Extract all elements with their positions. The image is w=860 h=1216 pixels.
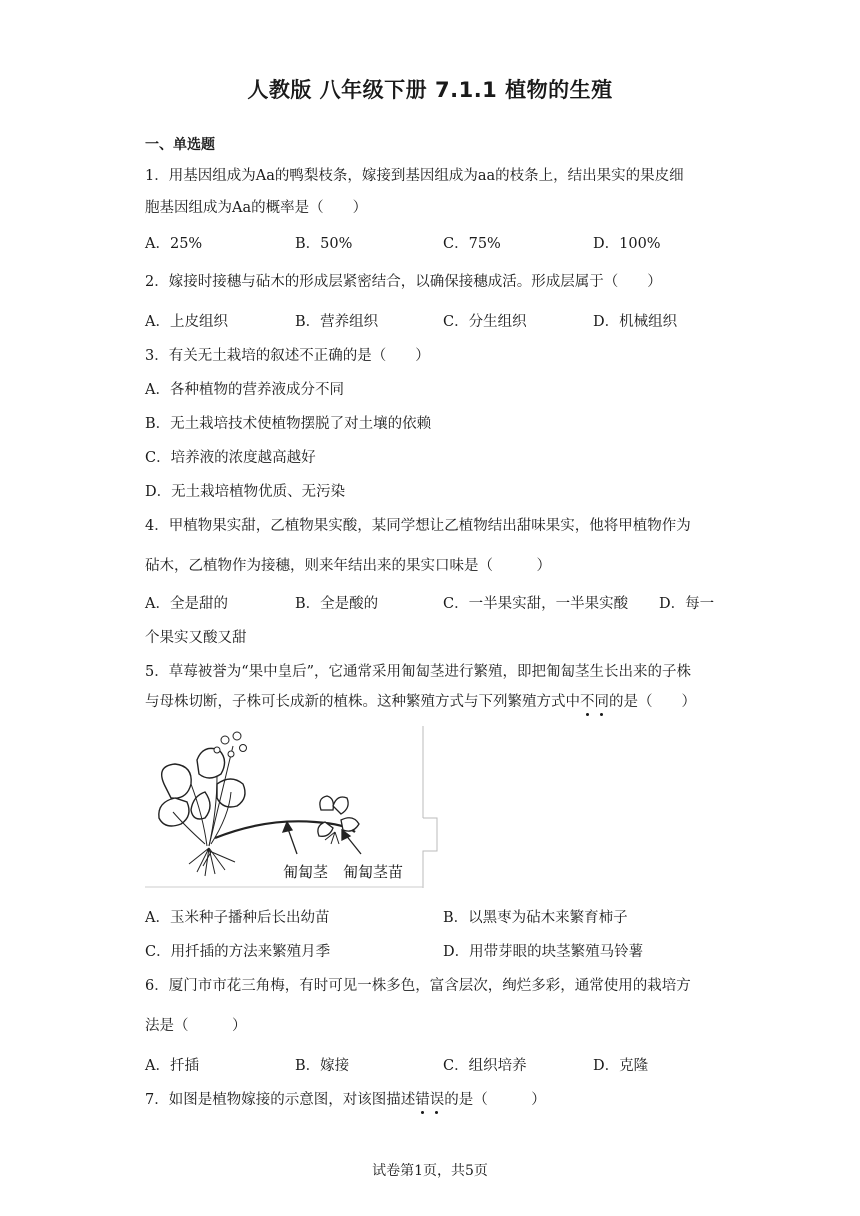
q6-option-a[interactable]: A．扦插 — [145, 1058, 199, 1074]
q2-option-a[interactable]: A．上皮组织 — [145, 314, 228, 330]
q6-stem-line2: 法是（ ） — [145, 1018, 247, 1034]
strawberry-runner-figure — [145, 726, 440, 888]
q2-stem-line1: 2．嫁接时接穗与砧木的形成层紧密结合，以确保接穗成活。形成层属于（ ） — [145, 274, 662, 290]
emphasis-char: 不 — [580, 694, 595, 710]
q4-option-c[interactable]: C．一半果实甜，一半果实酸 — [443, 596, 629, 612]
q1-option-d[interactable]: D．100% — [593, 236, 661, 252]
section-heading: 一、单选题 — [145, 137, 215, 153]
q2-option-c[interactable]: C．分生组织 — [443, 314, 527, 330]
q3-option-d[interactable]: D．无土栽培植物优质、无污染 — [145, 484, 346, 500]
q1-stem-line1: 1．用基因组成为Aa的鸭梨枝条，嫁接到基因组成为aa的枝条上，结出果实的果皮细 — [145, 168, 684, 184]
figure-label-runner: 匍匐茎 — [283, 863, 329, 881]
q5-stem-line2: 与母株切断，子株可长成新的植株。这种繁殖方式与下列繁殖方式中不同的是（ ） — [145, 694, 696, 710]
q4-option-b[interactable]: B．全是酸的 — [295, 596, 379, 612]
figure-label-runner-seedling: 匍匐茎苗 — [343, 863, 404, 881]
q5-option-d[interactable]: D．用带芽眼的块茎繁殖马铃薯 — [443, 944, 644, 960]
emphasis-char: 误 — [429, 1092, 445, 1108]
q6-option-b[interactable]: B．嫁接 — [295, 1058, 350, 1074]
q5-stem-line1: 5．草莓被誉为“果中皇后”，它通常采用匍匐茎进行繁殖，即把匍匐茎生长出来的子株 — [145, 664, 692, 680]
q7-stem-line1: 7．如图是植物嫁接的示意图，对该图描述错误的是（ ） — [145, 1092, 546, 1108]
q4-option-d[interactable]: D．每一 — [659, 596, 715, 612]
emphasis-char: 错 — [415, 1092, 430, 1108]
q1-option-b[interactable]: B．50% — [295, 236, 353, 252]
emphasis-char: 同 — [594, 694, 609, 710]
q6-option-d[interactable]: D．克隆 — [593, 1058, 649, 1074]
q3-option-c[interactable]: C．培养液的浓度越高越好 — [145, 450, 316, 466]
q5-option-b[interactable]: B．以黑枣为砧木来繁育柿子 — [443, 910, 628, 926]
q4-option-d-continued: 个果实又酸又甜 — [145, 630, 247, 646]
q1-option-c[interactable]: C．75% — [443, 236, 501, 252]
q2-option-b[interactable]: B．营养组织 — [295, 314, 379, 330]
q3-option-a[interactable]: A．各种植物的营养液成分不同 — [145, 382, 344, 398]
q4-option-a[interactable]: A．全是甜的 — [145, 596, 228, 612]
q6-option-c[interactable]: C．组织培养 — [443, 1058, 527, 1074]
q1-stem-line2: 胞基因组成为Aa的概率是（ ） — [145, 200, 368, 216]
q6-stem-line1: 6．厦门市市花三角梅，有时可见一株多色，富含层次，绚烂多彩，通常使用的栽培方 — [145, 978, 691, 994]
q1-option-a[interactable]: A．25% — [145, 236, 203, 252]
q2-option-d[interactable]: D．机械组织 — [593, 314, 678, 330]
q5-option-a[interactable]: A．玉米种子播种后长出幼苗 — [145, 910, 330, 926]
page-title: 人教版 八年级下册 7.1.1 植物的生殖 — [247, 78, 613, 102]
q3-option-b[interactable]: B．无土栽培技术使植物摆脱了对土壤的依赖 — [145, 416, 432, 432]
q5-option-c[interactable]: C．用扦插的方法来繁殖月季 — [145, 944, 331, 960]
q4-stem-line2: 砧木，乙植物作为接穗，则来年结出来的果实口味是（ ） — [145, 558, 551, 574]
q4-stem-line1: 4．甲植物果实甜，乙植物果实酸，某同学想让乙植物结出甜味果实，他将甲植物作为 — [145, 518, 691, 534]
page-footer: 试卷第1页，共5页 — [372, 1163, 488, 1179]
q3-stem-line1: 3．有关无土栽培的叙述不正确的是（ ） — [145, 348, 430, 364]
